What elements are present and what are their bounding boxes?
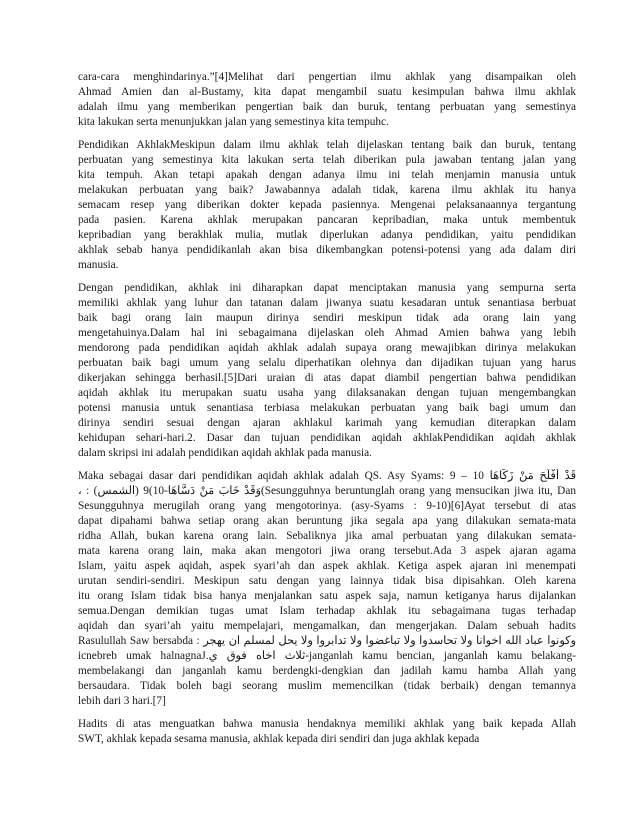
text-line: adalah ilmu yang memberikan pengertian baik dan buruk, tentang perbuatan yang semestinya	[78, 101, 576, 113]
text-line: Sesungguhnya merugilah orang yang mengotorinya. (asy-Syams : 9-10)[6]Ayat tersebut di atas	[78, 500, 576, 512]
text-line: itu orang Islam tidak bisa hanya menjalankan satu aspek saja, namun ketiganya harus dijalankan	[78, 590, 576, 602]
text-line: icnebreb umak halnagnaJ.ثلاث اخاه فوق ي-janganlah kamu bencian, janganlah kamu belakang-	[78, 650, 576, 662]
paragraph	[78, 717, 576, 747]
paragraph	[78, 70, 576, 130]
document-body	[78, 70, 576, 755]
text-line: akhlak sebab hanya pendidikanlah akan bisa dikembangkan potensi-potensi yang ada dalam diri	[78, 244, 576, 256]
text-line: mata karena orang lain, maka akan mengotori jiwa orang tersebut.Ada 3 aspek ajaran agama	[78, 545, 576, 557]
text-line: baik bagi orang lain maupun dirinya sendiri meskipun tidak ada orang lain yang	[78, 312, 576, 324]
text-line: Dengan pendidikan, akhlak ini diharapkan dapat menciptakan manusia yang sempurna serta	[78, 282, 576, 294]
text-line: kehidupan sehari-hari.2. Dasar dan tujuan pendidikan aqidah akhlakPendidikan aqidah akhlak	[78, 432, 576, 444]
text-line: cara-cara menghindarinya.”[4]Melihat dari pengertian ilmu akhlak yang disampaikan oleh	[78, 71, 576, 83]
text-line: melakukan perbuatan yang baik? Jawabannya adalah tidak, karena ilmu akhlak itu hanya	[78, 184, 576, 196]
text-line: perbuatan baik bagi umum yang selalu diperhatikan olehnya dan dijadikan tujuan yang harus	[78, 357, 576, 369]
paragraph	[78, 281, 576, 461]
text-line: potensi manusia untuk senantiasa terbiasa melakukan perbuatan yang baik bagi umum dan	[78, 402, 576, 414]
text-line: dapat dipahami bahwa setiap orang akan beruntung jika segala apa yang dilakukan semata-mata	[78, 515, 576, 527]
text-line: kepribadian yang berakhlak mulia, mutlak diperlukan adanya pendidikan, yaitu pendidikan	[78, 229, 576, 241]
text-line: kita lakukan serta menunjukkan jalan yang semestinya kita tempuhc.	[78, 116, 389, 128]
text-line: SWT, akhlak kepada sesama manusia, akhlak kepada diri sendiri dan juga akhlak kepada	[78, 733, 480, 745]
text-line: ، : (الشمس) وَقَدْ خَابَ مَنْ دَسَّاهَا-10)9(Sesungguhnya beruntunglah orang yang mensucikan jiwa itu, Dan	[78, 485, 576, 497]
text-line: memiliki akhlak yang luhur dan tatanan dalam jiwanya suatu kesadaran untuk senantiasa berbuat	[78, 297, 576, 309]
text-line: lebih dari 3 hari.[7]	[78, 695, 166, 707]
text-line: urutan sendiri-sendiri. Meskipun satu dengan yang lainnya tidak bisa dipisahkan. Oleh karena	[78, 575, 576, 587]
text-line: dikerjakan sehingga berhasil.[5]Dari uraian di atas dapat diambil pengertian bahwa pendidikan	[78, 372, 576, 384]
text-line: Pendidikan AkhlakMeskipun dalam ilmu akhlak telah dijelaskan tentang baik dan buruk, tentang	[78, 139, 576, 151]
text-line: kita tempuh. Akan tetapi apakah dengan adanya ilmu ini telah menjamin manusia untuk	[78, 169, 576, 181]
text-line: membelakangi dan janganlah kamu berdengki-dengkian dan jadilah kamu hamba Allah yang	[78, 665, 576, 677]
text-line: Islam, yaitu aspek aqidah, aspek syari’ah dan aspek akhlak. Ketiga aspek ajaran ini menempati	[78, 560, 576, 572]
text-line: bersaudara. Tidak boleh bagi seorang muslim memencilkan (tidak berbaik) dengan temannya	[78, 680, 576, 692]
text-line: Ahmad Amien dan al-Bustamy, kita dapat mengambil suatu kesimpulan bahwa ilmu akhlak	[78, 86, 576, 98]
text-line: aqidah dan syari’ah yaitu mempelajari, mengamalkan, dan mengerjakan. Dalam sebuah hadits	[78, 620, 576, 632]
text-line: semua.Dengan demikian tugas umat Islam terhadap akhlak itu sebagaimana tugas terhadap	[78, 605, 576, 617]
text-line: aqidah akhlak itu merupakan suatu usaha yang dilaksanakan dengan tujuan mengembangkan	[78, 387, 576, 399]
text-line: ridha Allah, bukan karena orang lain. Sebaliknya jika amal perbuatan yang dilakukan semata-	[78, 530, 576, 542]
paragraph	[78, 469, 576, 709]
text-line: mengetahuinya.Dalam hal ini sebagaimana dijelaskan oleh Ahmad Amien bahwa yang lebih	[78, 327, 576, 339]
text-line: semacam resep yang diberikan dokter kepada pasiennya. Mengenai pelaksanaannya tergantung	[78, 199, 576, 211]
text-line: pada pasien. Karena akhlak merupakan pancaran kepribadian, maka untuk membentuk	[78, 214, 576, 226]
text-line: dirinya sendiri sesuai dengan ajaran akhlakul karimah yang kemudian diterapkan dalam	[78, 417, 576, 429]
paragraph	[78, 138, 576, 273]
text-line: perbuatan yang semestinya kita lakukan serta telah diberikan pula jawaban tentang jalan yang	[78, 154, 576, 166]
text-line: mendorong pada pendidikan aqidah akhlak adalah supaya orang mewajibkan dirinya melakukan	[78, 342, 576, 354]
text-line: Maka sebagai dasar dari pendidikan aqidah akhlak adalah QS. Asy Syams: 9 – 10 قَدْ أَفْلَحَ مَنْ زَكَّاهَا	[78, 470, 576, 482]
text-line: manusia.	[78, 259, 119, 271]
text-line: dalam skripsi ini adalah pendidikan aqidah akhlak pada manusia.	[78, 447, 372, 459]
text-line: Rasulullah Saw bersabda : وكونوا عباد الله اخوانا ولا تحاسدوا ولا تباغضوا ولا تدابروا ولا يحل لمسلم ان يهجر	[78, 635, 576, 647]
text-line: Hadits di atas menguatkan bahwa manusia hendaknya memiliki akhlak yang baik kepada Allah	[78, 718, 576, 730]
